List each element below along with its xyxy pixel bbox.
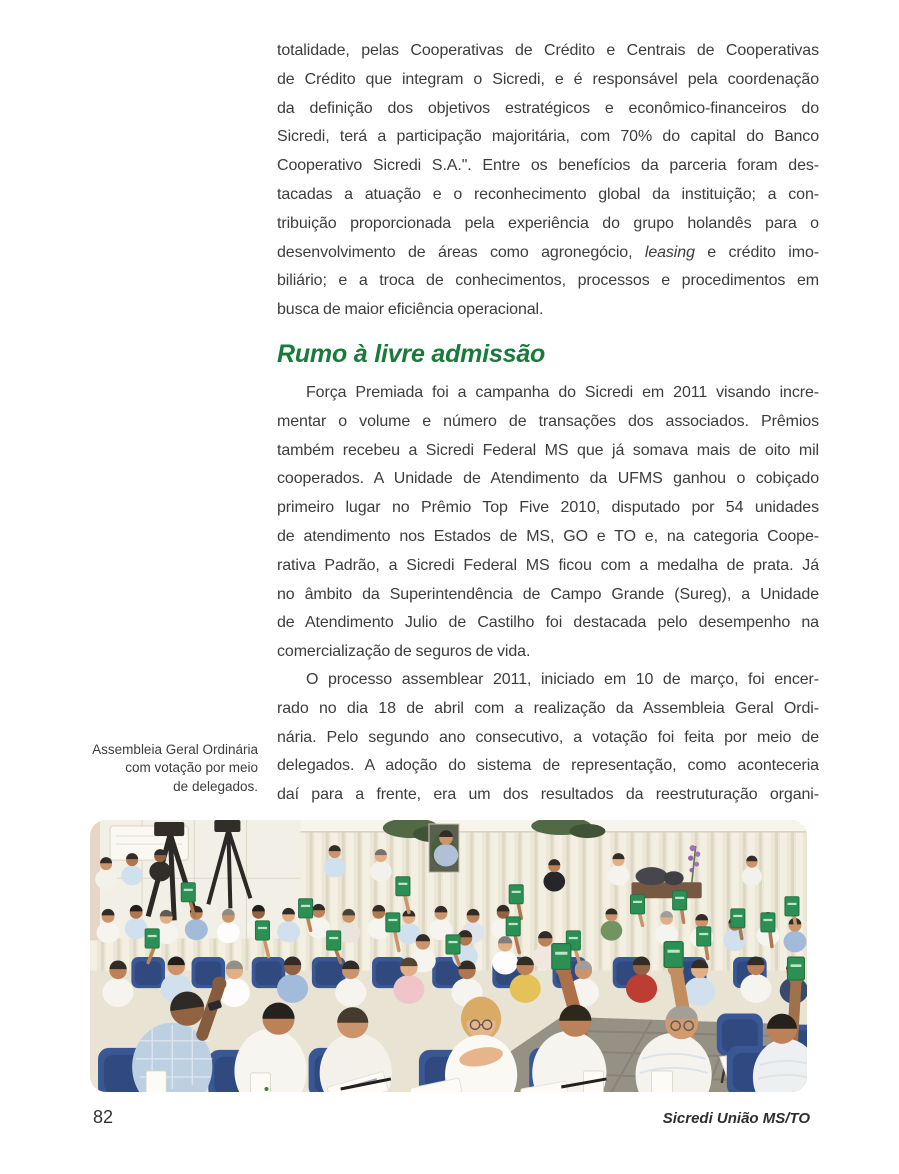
footer-book-title: Sicredi União MS/TO [662, 1110, 810, 1127]
text-line: de delegados. [173, 778, 258, 794]
text-line: rado no dia 18 de abril com a realização da Assembleia Geral Ordi- [277, 699, 819, 717]
text-line: tribuição proporcionada pela experiência do grupo holandês para o [277, 214, 819, 232]
text-line: também recebeu a Sicredi Federal MS que já somava mais de oito mil [277, 441, 819, 459]
assembly-photo [90, 820, 807, 1092]
photo-caption [90, 741, 258, 796]
paragraph-continuation [277, 37, 819, 325]
text-line: Cooperativo Sicredi S.A.". Entre os benefícios da parceria foram des- [277, 157, 819, 175]
paragraph-3 [277, 666, 819, 810]
text-line: da definição dos objetivos estratégicos e econômico-financeiros do [277, 99, 819, 117]
paragraph-2 [277, 379, 819, 667]
text-line: totalidade, pelas Cooperativas de Crédito e Centrais de Cooperativas [277, 42, 819, 59]
section-heading: Rumo à livre admissão [277, 340, 546, 368]
text-line: de Atendimento Julio de Castilho foi destacada pelo desempenho na [277, 614, 819, 632]
text-line: tacadas a atuação e o reconhecimento global da instituição; a con- [277, 185, 819, 203]
text-line: nária. Pelo segundo ano consecutivo, a votação foi feita por meio de [277, 728, 819, 746]
text-line: comercialização de seguros de vida. [277, 643, 531, 661]
page-number: 82 [93, 1107, 114, 1127]
text-line: desenvolvimento de áreas como agronegócio, leasing e crédito imo- [277, 243, 819, 261]
text-line: cooperados. A Unidade de Atendimento da UFMS ganhou o cobiçado [277, 470, 819, 488]
text-line: busca de maior eficiência operacional. [277, 301, 544, 319]
text-line: Força Premiada foi a campanha do Sicredi em 2011 visando incre- [306, 384, 819, 401]
text-line: daí para a frente, era um dos resultados da reestruturação organi- [277, 786, 819, 804]
text-line: de atendimento nos Estados de MS, GO e TO e, na categoria Coope- [277, 527, 819, 545]
text-line: de Crédito que integram o Sicredi, e é responsável pela coordenação [277, 70, 819, 88]
text-line: no âmbito da Superintendência de Campo Grande (Sureg), a Unidade [277, 585, 819, 603]
text-line: Assembleia Geral Ordinária [92, 742, 258, 757]
text-line: Sicredi, terá a participação majoritária, com 70% do capital do Banco [277, 128, 819, 146]
text-line: mentar o volume e número de transações dos associados. Prêmios [277, 412, 819, 430]
text-line: delegados. A adoção do sistema de representação, como aconteceria [277, 757, 819, 775]
text-line: O processo assemblear 2011, iniciado em 10 de março, foi encer- [306, 671, 819, 688]
text-line: primeiro lugar no Prêmio Top Five 2010, disputado por 54 unidades [277, 499, 819, 517]
text-line: rativa Padrão, a Sicredi Federal MS ficou com a medalha de prata. Já [277, 556, 819, 574]
text-line: biliário; e a troca de conhecimentos, processos e procedimentos em [277, 272, 819, 290]
text-line: com votação por meio [125, 760, 258, 776]
